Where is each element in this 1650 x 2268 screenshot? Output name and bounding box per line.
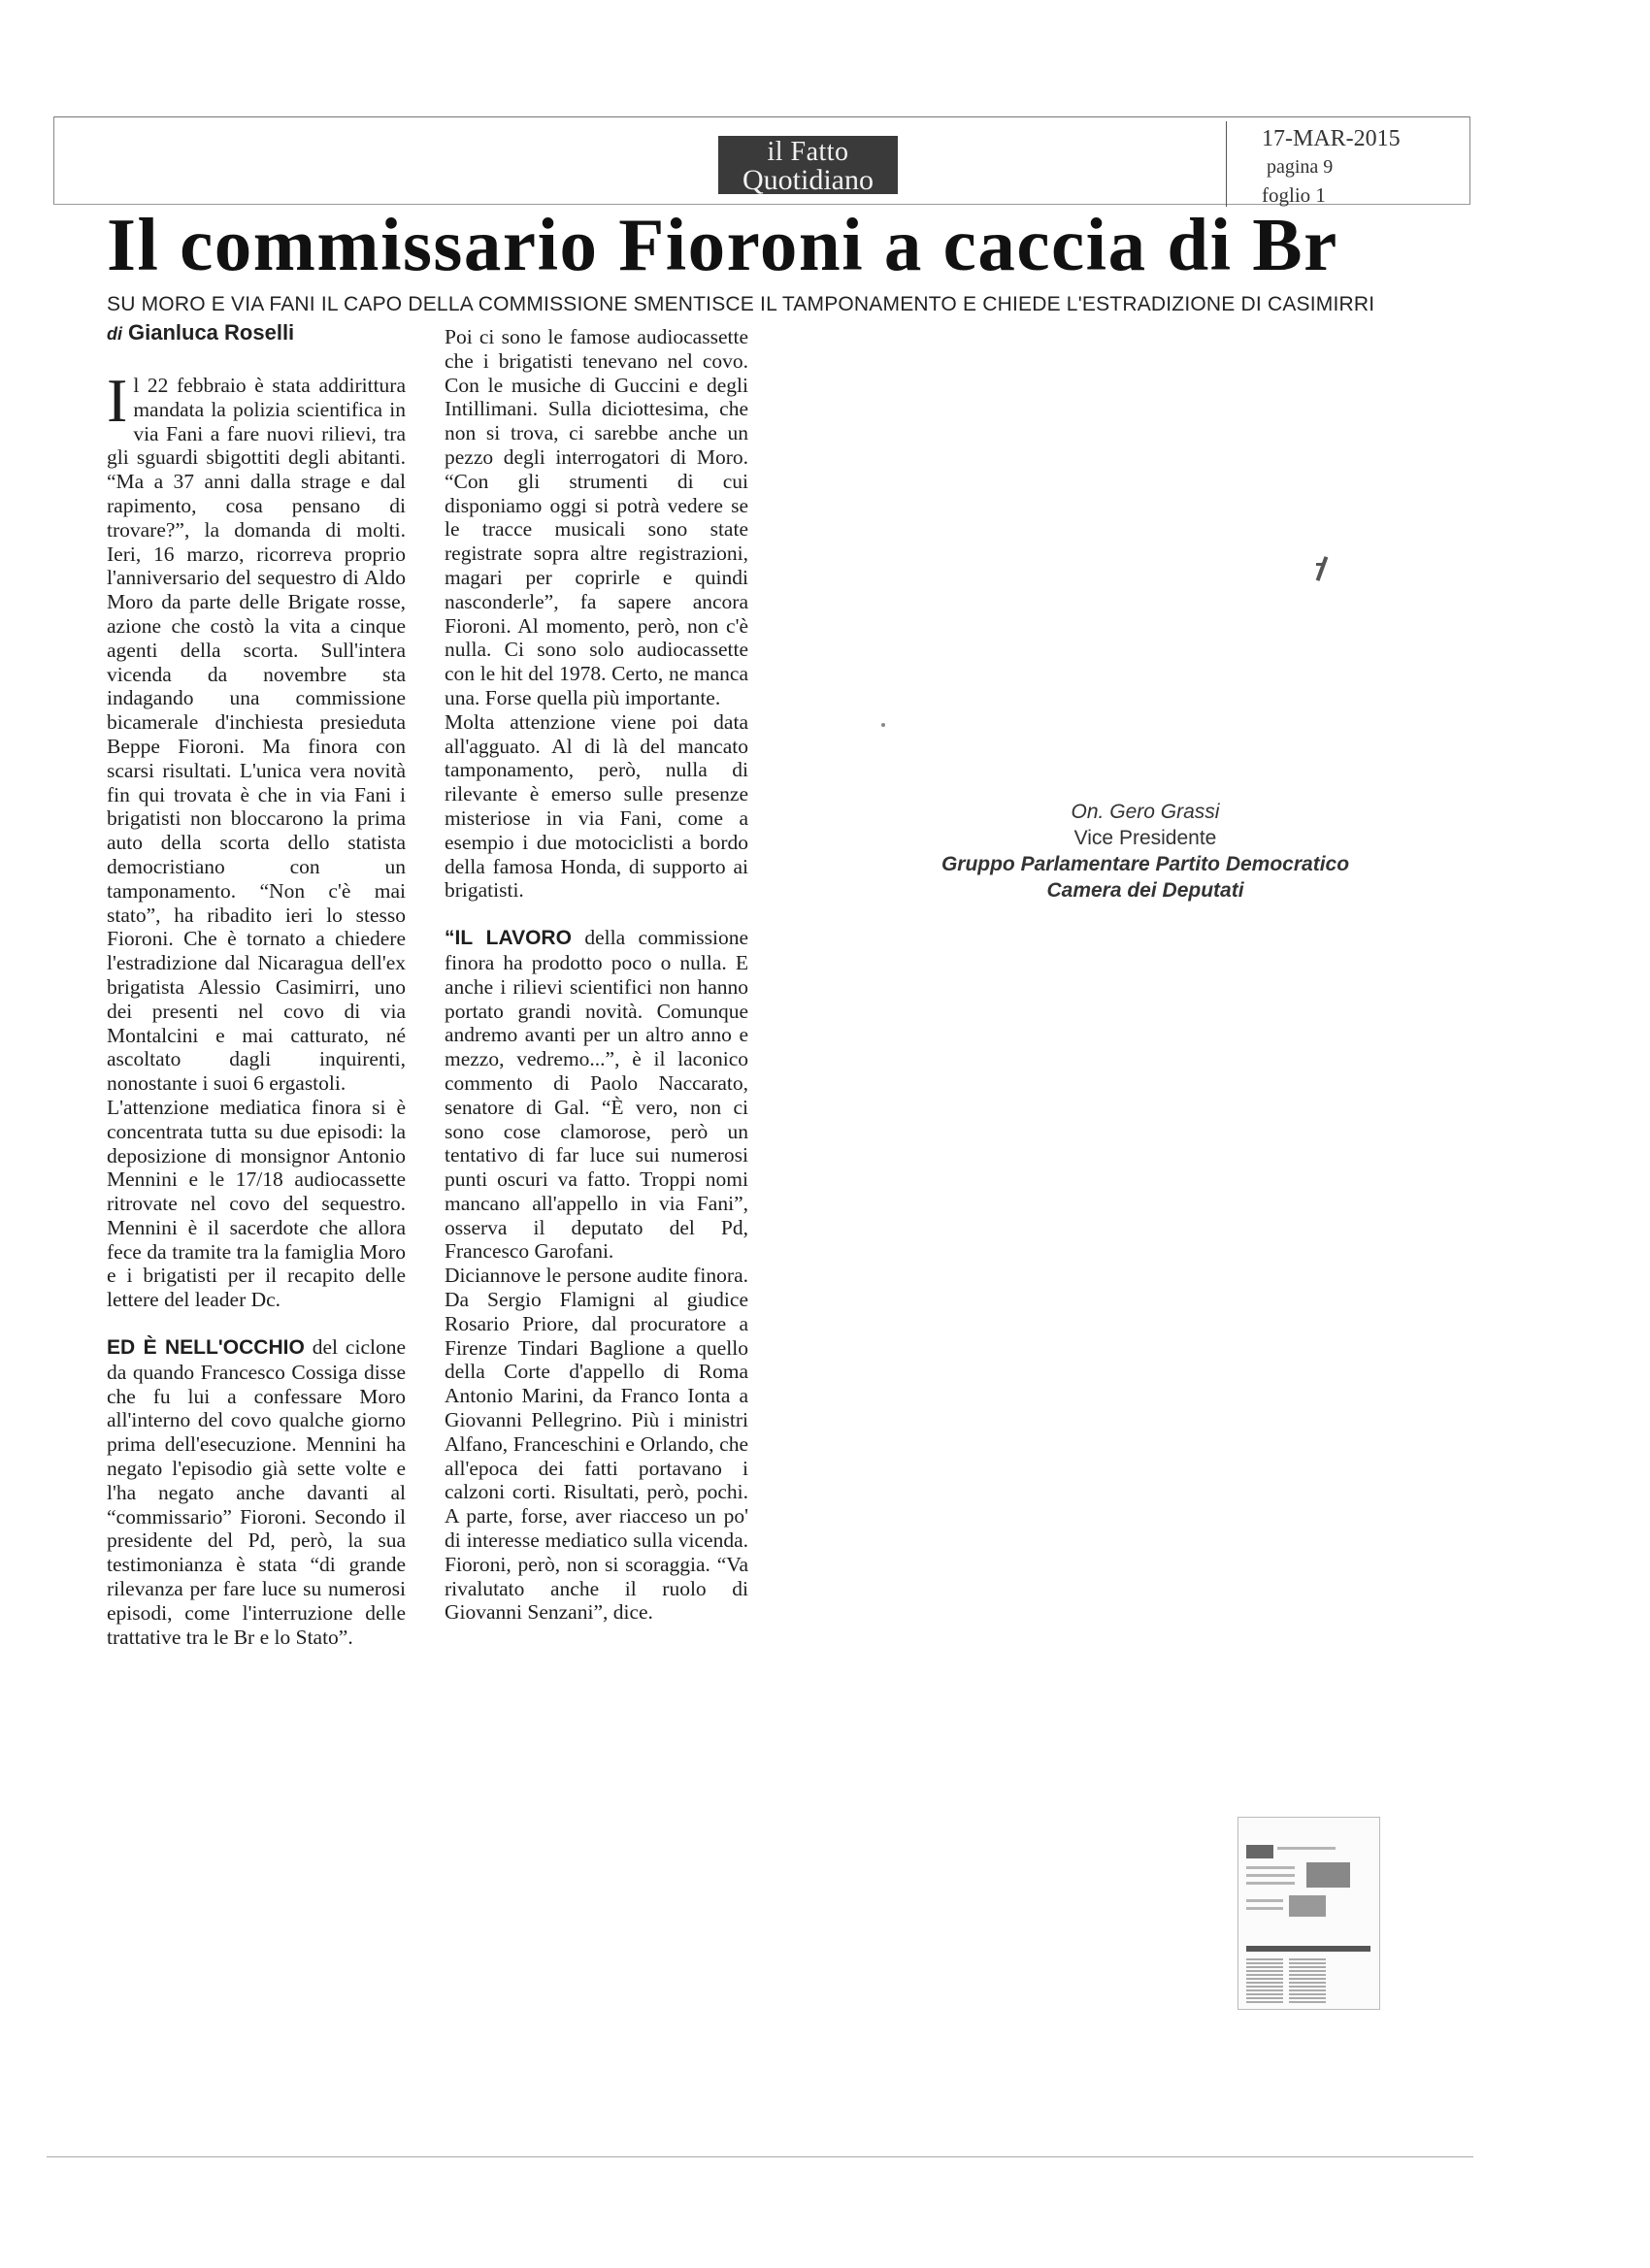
page-thumbnail xyxy=(1238,1817,1380,2010)
column-2-paragraph-1: Poi ci sono le famose audiocassette che i brigatisti tenevano nel covo. Con le musiche di Guccini e degli Intillimani. Sulla diciottesima, che non si trova, ci sarebbe anche un pezzo degli interrogatori di Moro. “Con gli strumenti di cui disponiamo oggi si potrà vedere se le tracce musicali sono state registrate sopra altre registrazioni, magari per coprirle e quindi nasconderle”, fa sapere ancora Fioroni. Al momento, però, non c'è nulla. Ci sono solo audiocassette con le hit del 1978. Certo, ne manca una. Forse quella più importante. xyxy=(445,325,748,709)
column-1-paragraph-3 xyxy=(107,1335,406,1649)
meta-divider xyxy=(1226,121,1227,207)
header-top-rule xyxy=(53,116,1470,117)
stamp-role: Vice Presidente xyxy=(1073,827,1217,849)
thumbnail-column xyxy=(1289,1958,1326,2005)
paragraph-lead-in: “IL LAVORO xyxy=(445,927,572,950)
clipping-sheet: foglio 1 xyxy=(1262,183,1326,207)
thumbnail-headline xyxy=(1246,1946,1370,1952)
stamp-name: On. Gero Grassi xyxy=(1071,801,1220,823)
clipping-date: 17-MAR-2015 xyxy=(1262,126,1401,151)
clipping-page: pagina 9 xyxy=(1267,156,1334,178)
article-byline xyxy=(107,320,294,345)
thumbnail-text-line xyxy=(1246,1874,1295,1877)
thumbnail-photo xyxy=(1306,1862,1350,1888)
ink-speck xyxy=(881,723,885,727)
thumbnail-logo xyxy=(1246,1845,1273,1858)
thumbnail-text-line xyxy=(1246,1907,1283,1910)
thumbnail-text-line xyxy=(1246,1899,1283,1902)
ink-mark xyxy=(1316,563,1324,566)
article-headline: Il commissario Fioroni a caccia di Br xyxy=(107,203,1338,286)
article-column-1 xyxy=(107,366,407,1649)
thumbnail-photo xyxy=(1289,1895,1326,1917)
byline-prefix: di xyxy=(107,324,122,344)
byline-author: Gianluca Roselli xyxy=(128,320,295,345)
thumbnail-text-line xyxy=(1246,1866,1295,1869)
thumbnail-text-line xyxy=(1277,1847,1336,1850)
thumbnail-column xyxy=(1246,1958,1283,2005)
logo-line-2: Quotidiano xyxy=(742,164,874,196)
paragraph-lead-in: ED È NELL'OCCHIO xyxy=(107,1336,305,1360)
column-1-paragraph-3-text: del ciclone da quando Francesco Cossiga disse che fu lui a confessare Moro all'interno del covo qualche giorno prima dell'esecuzione. Mennini ha negato l'episodio già sette volte e l'ha negato anche davanti al “commissario” Fioroni. Secondo il presidente del Pd, però, la sua testimonianza è stata “di grande rilevanza per fare luce su numerosi episodi, come l'interruzione delle trattative tra le Br e lo Stato”. xyxy=(107,1335,407,1649)
column-1-paragraph-1 xyxy=(107,366,406,1096)
drop-cap: I xyxy=(107,366,128,435)
header-right-rule xyxy=(1469,116,1470,204)
column-1-paragraph-2: L'attenzione mediatica finora si è concentrata tutta su due episodi: la deposizione di monsignor Antonio Mennini e le 17/18 audiocassette ritrovate nel covo del sequestro. Mennini è il sacerdote che allora fece da tramite tra la famiglia Moro e i brigatisti per il recapito delle lettere del leader Dc. xyxy=(107,1095,406,1312)
column-2-paragraph-2: Molta attenzione viene poi data all'agguato. Al di là del mancato tamponamento, però, nulla di rilevante è emerso sulle presenze misteriose in via Fani, come a esempio i due motociclisti a bordo della famosa Honda, di supporto ai brigatisti. xyxy=(445,709,748,903)
article-column-2 xyxy=(445,325,748,1625)
stamp-chamber: Camera dei Deputati xyxy=(1046,879,1244,902)
page-bottom-rule xyxy=(47,2156,1473,2157)
column-2-paragraph-3-text: della commissione finora ha prodotto poco o nulla. E anche i rilievi scientifici non hanno portato grandi novità. Comunque andremo avanti per un altro anno e mezzo, vedremo...”, è il laconico commento di Paolo Naccarato, senatore di Gal. “È vero, non ci sono cose clamorose, però un tentativo di far luce sui numerosi punti oscuri va fatto. Troppi nomi mancano all'appello in via Fani”, osserva il deputato del Pd, Francesco Garofani. xyxy=(445,926,748,1264)
ink-mark xyxy=(1316,556,1329,581)
column-1-paragraph-1-text: l 22 febbraio è stata addirittura mandata la polizia scientifica in via Fani a fare nuovi rilievi, tra gli sguardi sbigottiti degli abitanti. “Ma a 37 anni dalla strage e dal rapimento, cosa pensano di trovare?”, la domanda di molti. Ieri, 16 marzo, ricorreva proprio l'anniversario del sequestro di Aldo Moro da parte delle Brigate rosse, azione che costò la vita a cinque agenti della scorta. Sull'intera vicenda da novembre sta indagando una commissione bicamerale d'inchiesta presieduta Beppe Fioroni. Ma finora con scarsi risultati. L'unica vera novità fin qui trovata è che in via Fani i brigatisti non bloccarono la prima auto della scorta dello statista democristiano con un tamponamento. “Non c'è mai stato”, ha ribadito ieri lo stesso Fioroni. Che è tornato a chiedere l'estradizione dal Nicaragua dell'ex brigatista Alessio Casimirri, uno dei presenti nel covo di via Montalcini e mai catturato, né ascoltato dagli inquirenti, nonostante i suoi 6 ergastoli. xyxy=(107,374,406,1096)
newspaper-logo xyxy=(718,136,898,194)
column-2-paragraph-3 xyxy=(445,926,748,1264)
thumbnail-text-line xyxy=(1246,1882,1295,1885)
column-2-paragraph-4: Diciannove le persone audite finora. Da Sergio Flamigni al giudice Rosario Priore, dal procuratore a Firenze Tindari Baglione a quello della Corte d'appello di Roma Antonio Marini, da Franco Ionta a Giovanni Pellegrino. Più i ministri Alfano, Franceschini e Orlando, che all'epoca dei fatti portavano i calzoni corti. Risultati, però, pochi. A parte, forse, aver riacceso un po' di interesse mediatico sulla vicenda. Fioroni, però, non si scoraggia. “Va rivalutato anche il ruolo di Giovanni Senzani”, dice. xyxy=(445,1264,748,1625)
office-stamp xyxy=(903,799,1388,904)
stamp-group: Gruppo Parlamentare Partito Democratico xyxy=(940,853,1350,875)
article-subhead: SU MORO E VIA FANI IL CAPO DELLA COMMISSIONE SMENTISCE IL TAMPONAMENTO E CHIEDE L'ESTRADIZIONE DI CASIMIRRI xyxy=(107,293,1375,315)
header-left-rule xyxy=(53,116,54,204)
logo-line-1: il Fatto xyxy=(767,137,849,167)
